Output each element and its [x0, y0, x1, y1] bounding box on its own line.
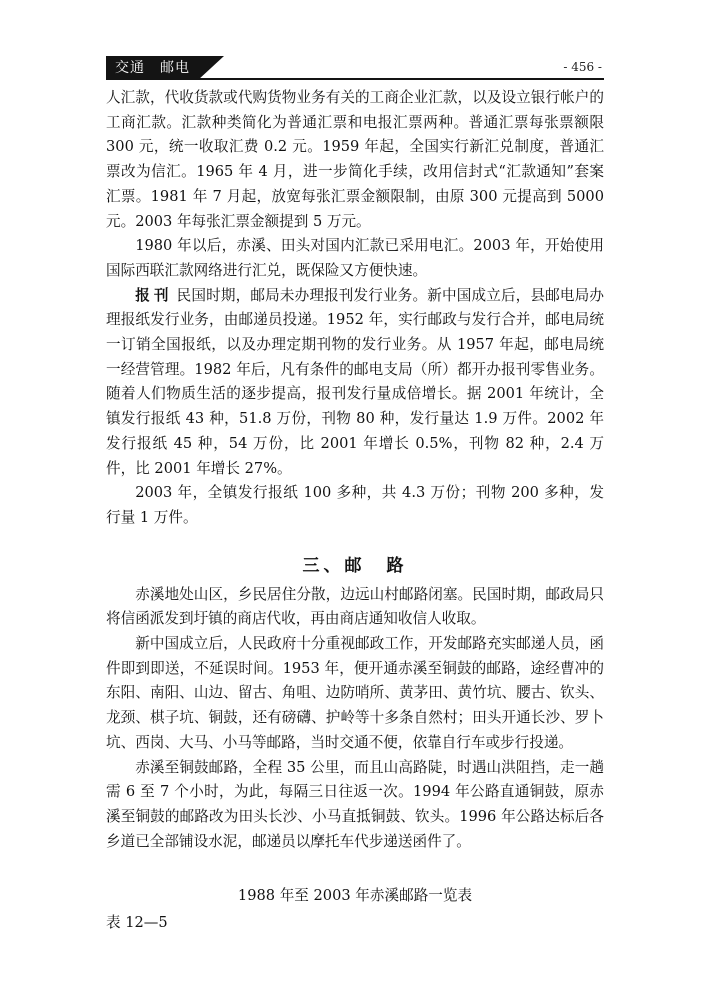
- header-rule: [106, 78, 604, 80]
- paragraph-routes-intro: 赤溪地处山区，乡民居住分散，边远山村邮路闭塞。民国时期，邮政局只将信函派发到圩镇的商店代收，再由商店通知收信人收取。: [106, 585, 604, 628]
- term-periodicals: 报刊: [135, 286, 173, 304]
- page-number: - 456 -: [563, 60, 602, 74]
- paragraph-remittance-history: 人汇款，代收货款或代购货物业务有关的工商企业汇款，以及设立银行帐户的工商汇款。汇款种类简化为普通汇票和电报汇票两种。普通汇票每张票额限 300 元，统一收取汇费 0.2 元。1959 年起，全国实行新汇兑制度，普通汇票改为信汇。1965 年 4 月，进一步简化手续，改用信封式“汇款通知”套案汇票。1981 年 7 月起，放宽每张汇票金额限制，由原 300 元提高到 5000 元。2003 年每张汇票金额提到 5 万元。: [106, 89, 604, 230]
- paragraph-wire-transfer: 1980 年以后，赤溪、田头对国内汇款已采用电汇。2003 年，开始使用国际西联汇款网络进行汇兑，既保险又方便快速。: [106, 237, 604, 279]
- table-number: 表 12—5: [106, 914, 168, 932]
- paragraph-periodicals-2003: 2003 年，全镇发行报纸 100 多种，共 4.3 万份；刊物 200 多种，发行量 1 万件。: [106, 484, 604, 526]
- table-caption: 1988 年至 2003 年赤溪邮路一览表: [237, 887, 473, 905]
- page-body: [106, 86, 604, 936]
- page-header: [106, 56, 604, 80]
- section-title-postal-routes: 三、邮 路: [302, 555, 408, 576]
- paragraph-periodicals-text: 民国时期，邮局未办理报刊发行业务。新中国成立后，县邮电局办理报纸发行业务，由邮递员投递。1952 年，实行邮政与发行合并，邮电局统一订销全国报纸，以及办理定期刊物的发行业务。从 1957 年起，邮电局统一经营管理。1982 年后，凡有条件的邮电支局（所）都开办报刊零售业务。随着人们物质生活的逐步提高，报刊发行量成倍增长。据 2001 年统计，全镇发行报纸 43 种，51.8 万份，刊物 80 种，发行量达 1.9 万件。2002 年发行报纸 45 种，54 万份，比 2001 年增长 0.5%，刊物 82 种，2.4 万件，比 2001 年增长 27%。: [106, 286, 604, 477]
- section-tab: 交通 邮电: [106, 56, 198, 80]
- paragraph-routes-tonggu: 赤溪至铜鼓邮路，全程 35 公里，而且山高路陡，时遇山洪阻挡，走一趟需 6 至 7 个小时，为此，每隔三日往返一次。1994 年公路直通铜鼓，原赤溪至铜鼓的邮路改为田头长沙、小马直抵铜鼓、钦头。1996 年公路达标后各乡道已全部铺设水泥，邮递员以摩托车代步递送函件了。: [106, 758, 604, 850]
- paragraph-periodicals: [106, 284, 604, 482]
- section-tab-slant: [198, 56, 224, 80]
- paragraph-routes-1953: 新中国成立后，人民政府十分重视邮政工作，开发邮路充实邮递人员，函件即到即送，不延误时间。1953 年，便开通赤溪至铜鼓的邮路，途经曹冲的东阳、南阳、山边、留古、角咀、边防哨所、黄茅田、黄竹坑、腰古、钦头、龙颈、棋子坑、铜鼓，还有磅礴、护岭等十多条自然村；田头开通长沙、罗卜坑、西岗、大马、小马等邮路，当时交通不便，依靠自行车或步行投递。: [106, 635, 604, 751]
